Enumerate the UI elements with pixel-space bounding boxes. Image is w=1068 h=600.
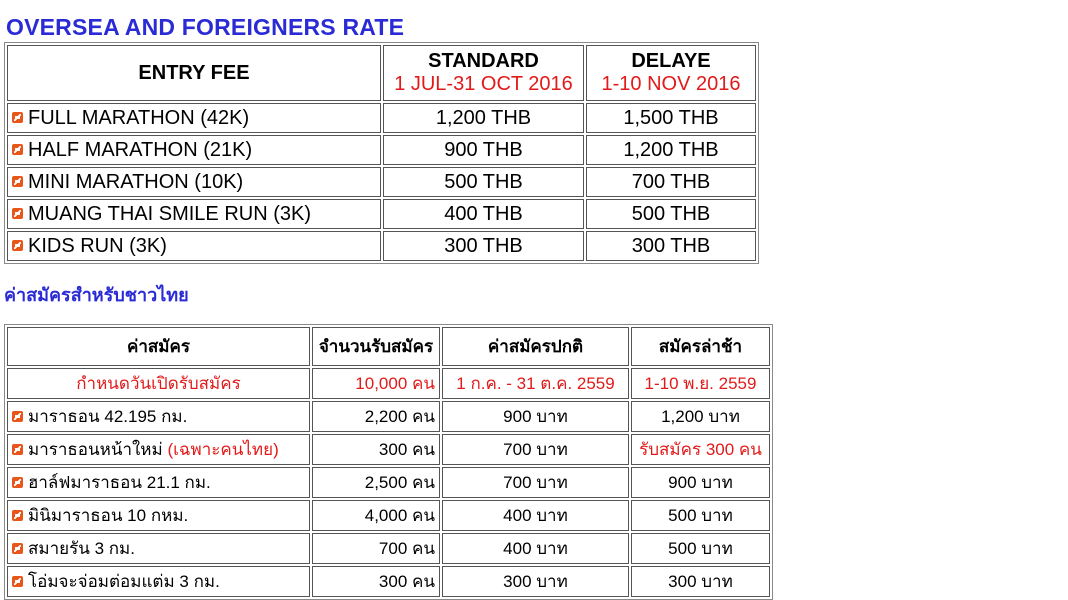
open-date-quota: 10,000 คน [312,368,440,399]
standard-dates: 1 JUL-31 OCT 2016 [394,73,573,95]
race-name-cell [7,199,381,229]
race-name-cell [7,103,381,133]
thai-row [7,401,770,432]
entry-fee-header: ENTRY FEE [7,45,381,101]
thai-normal-fee: 400 บาท [442,533,629,564]
orange-arrow-bullet-icon [12,144,23,155]
thai-normal-fee: 700 บาท [442,434,629,465]
standard-fee: 900 THB [383,135,584,165]
thai-header-row [7,327,770,366]
delay-fee: 500 THB [586,199,756,229]
thai-race-name: มาราธอนหน้าใหม่ [28,440,168,459]
delay-fee: 1,200 THB [586,135,756,165]
orange-arrow-bullet-icon [12,477,23,488]
standard-fee: 300 THB [383,231,584,261]
race-name: MUANG THAI SMILE RUN (3K) [28,203,311,225]
normal-fee-header: ค่าสมัครปกติ [442,327,629,366]
standard-label: STANDARD [428,50,539,72]
delay-dates: 1-10 NOV 2016 [601,73,741,95]
thai-quota: 2,500 คน [312,467,440,498]
thai-quota: 700 คน [312,533,440,564]
standard-fee: 500 THB [383,167,584,197]
open-date-late: 1-10 พ.ย. 2559 [631,368,770,399]
thai-race-name: ฮาล์ฟมาราธอน 21.1 กม. [28,473,211,492]
open-date-normal: 1 ก.ค. - 31 ต.ค. 2559 [442,368,629,399]
thai-race-name-cell [7,500,310,531]
thai-row [7,500,770,531]
thai-late-fee: 1,200 บาท [631,401,770,432]
orange-arrow-bullet-icon [12,411,23,422]
orange-arrow-bullet-icon [12,240,23,251]
orange-arrow-bullet-icon [12,112,23,123]
thai-race-note: (เฉพาะคนไทย) [167,440,279,459]
thai-late-fee: 300 บาท [631,566,770,597]
oversea-title: OVERSEA AND FOREIGNERS RATE [6,14,405,40]
oversea-rate-table [4,42,759,264]
fee-header: ค่าสมัคร [7,327,310,366]
thai-race-name: มาราธอน 42.195 กม. [28,407,188,426]
late-fee-header: สมัครล่าช้า [631,327,770,366]
open-date-label: กำหนดวันเปิดรับสมัคร [7,368,310,399]
standard-fee: 1,200 THB [383,103,584,133]
delay-fee: 700 THB [586,167,756,197]
delay-fee: 300 THB [586,231,756,261]
thai-quota: 2,200 คน [312,401,440,432]
thai-normal-fee: 900 บาท [442,401,629,432]
thai-race-name-cell [7,533,310,564]
race-name: MINI MARATHON (10K) [28,171,244,193]
delay-fee: 1,500 THB [586,103,756,133]
oversea-row [7,199,756,229]
thai-row [7,566,770,597]
orange-arrow-bullet-icon [12,510,23,521]
thai-late-fee: 500 บาท [631,533,770,564]
thai-normal-fee: 700 บาท [442,467,629,498]
delay-header [586,45,756,101]
race-name: FULL MARATHON (42K) [28,107,250,129]
orange-arrow-bullet-icon [12,543,23,554]
standard-header [383,45,584,101]
delay-label: DELAYE [631,50,711,72]
thai-title: ค่าสมัครสำหรับชาวไทย [4,285,189,305]
thai-race-name: มินิมาราธอน 10 กหม. [28,506,189,525]
standard-fee: 400 THB [383,199,584,229]
thai-race-name: โอ่มจะจ่อมต่อมแต่ม 3 กม. [28,572,220,591]
race-name: HALF MARATHON (21K) [28,139,253,161]
thai-quota: 4,000 คน [312,500,440,531]
oversea-header-row [7,45,756,101]
thai-row [7,533,770,564]
thai-normal-fee: 300 บาท [442,566,629,597]
oversea-row [7,103,756,133]
orange-arrow-bullet-icon [12,444,23,455]
thai-row [7,467,770,498]
thai-race-name-cell [7,401,310,432]
thai-race-name-cell [7,434,310,465]
race-name-cell [7,135,381,165]
oversea-row [7,135,756,165]
thai-race-name-cell [7,467,310,498]
quota-header: จำนวนรับสมัคร [312,327,440,366]
thai-rate-table [4,324,773,600]
open-date-row [7,368,770,399]
thai-quota: 300 คน [312,566,440,597]
orange-arrow-bullet-icon [12,576,23,587]
race-name-cell [7,167,381,197]
thai-late-fee: 900 บาท [631,467,770,498]
thai-normal-fee: 400 บาท [442,500,629,531]
oversea-row [7,231,756,261]
thai-late-fee: 500 บาท [631,500,770,531]
thai-race-name-cell [7,566,310,597]
thai-late-fee: รับสมัคร 300 คน [631,434,770,465]
thai-row [7,434,770,465]
oversea-body [7,103,756,261]
orange-arrow-bullet-icon [12,208,23,219]
thai-race-name: สมายรัน 3 กม. [28,539,135,558]
thai-quota: 300 คน [312,434,440,465]
race-name-cell [7,231,381,261]
oversea-row [7,167,756,197]
orange-arrow-bullet-icon [12,176,23,187]
thai-body [7,401,770,597]
race-name: KIDS RUN (3K) [28,235,167,257]
